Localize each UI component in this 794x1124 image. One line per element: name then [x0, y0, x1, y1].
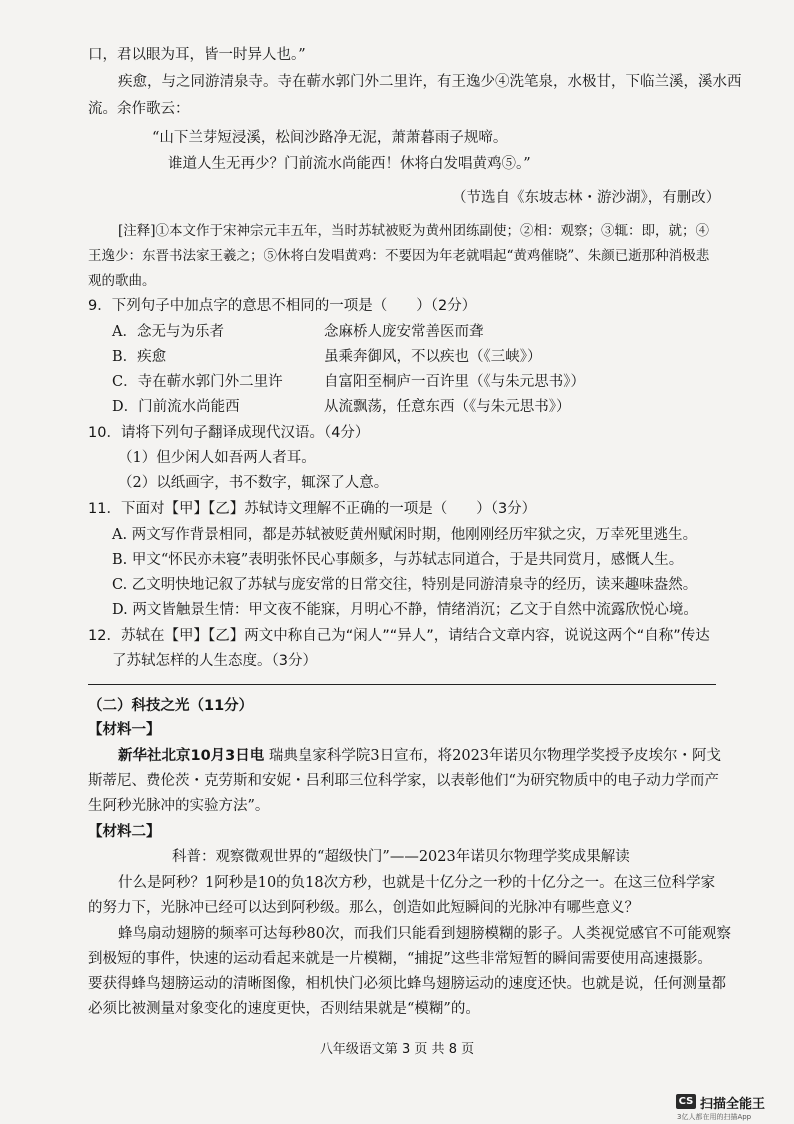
q11-option: C. 乙文明快地记叙了苏轼与庞安常的日常交往，特别是同游清泉寺的经历，读来趣味盎然。	[112, 577, 698, 593]
passage-line: 疾愈，与之同游清泉寺。寺在蕲水郭门外二里许，有王逸少④洗笔泉，水极甘，下临兰溪，溪水西	[118, 74, 742, 90]
news-dateline: 新华社北京10月3日电	[118, 748, 265, 764]
q10-sentence: （2）以纸画字，书不数字，辄深了人意。	[118, 475, 389, 491]
section-divider	[88, 684, 716, 685]
q11-option: A. 两文写作背景相同，都是苏轼被贬黄州赋闲时期，他刚刚经历牢狱之灾，万幸死里逃生。	[112, 527, 698, 543]
q9-option-label: D．门前流水尚能西	[112, 399, 240, 415]
material-2-title: 【材料二】	[88, 824, 161, 840]
poem-line: “山下兰芽短浸溪，松间沙路净无泥，萧萧暮雨子规啼。	[152, 130, 508, 146]
material-1-line: 生阿秒光脉冲的实验方法”。	[88, 798, 270, 814]
material-1-title: 【材料一】	[88, 722, 161, 738]
question-12-stem: 了苏轼怎样的人生态度。（3分）	[112, 653, 317, 669]
material-1-line: 斯蒂尼、费伦茨・克劳斯和安妮・吕利耶三位科学家，以表彰他们“为研究物质中的电子动力学而产	[88, 773, 719, 789]
q9-option-label: B．疾愈	[112, 349, 167, 365]
note-line: [注释]①本文作于宋神宗元丰五年，当时苏轼被贬为黄州团练副使；②相：观察；③辄：即，就；④	[118, 223, 710, 239]
section-title: （二）科技之光（11分）	[88, 698, 254, 714]
material-2-line: 必须比被测量对象变化的速度更快，否则结果就是“模糊”的。	[88, 1001, 480, 1017]
material-2-line: 蜂鸟扇动翅膀的频率可达每秒80次，而我们只能看到翅膀模糊的影子。人类视觉感官不可能观察	[118, 926, 731, 942]
q9-option-pair: 自富阳至桐庐一百许里（《与朱元思书》）	[324, 374, 585, 390]
passage-line: 流。余作歌云：	[88, 101, 190, 117]
material-2-line: 什么是阿秒？1阿秒是10的负18次方秒，也就是十亿分之一秒的十亿分之一。在这三位科学家	[118, 875, 716, 891]
camscanner-name: 扫描全能王	[700, 1097, 766, 1112]
question-12-stem: 12．苏轼在【甲】【乙】两文中称自己为“闲人”“异人”，请结合文章内容，说说这两个“自称”传达	[88, 628, 710, 644]
q11-option: B. 甲文“怀民亦未寝”表明张怀民心事颇多，与苏轼志同道合，于是共同赏月，感慨人生。	[112, 552, 684, 568]
q10-sentence: （1）但少闲人如吾两人者耳。	[118, 450, 316, 466]
material-1-line	[118, 746, 721, 766]
passage-source: （节选自《东坡志林・游沙湖》，有删改）	[452, 190, 721, 206]
q9-option-pair: 从流飘荡，任意东西（《与朱元思书》）	[324, 399, 571, 415]
material-2-line: 的努力下，光脉冲已经可以达到阿秒级。那么，创造如此短瞬间的光脉冲有哪些意义？	[88, 900, 639, 916]
q9-option-label: A．念无与为乐者	[112, 324, 224, 340]
poem-line: 谁道人生无再少？门前流水尚能西！休将白发唱黄鸡⑤。”	[168, 156, 531, 172]
camscanner-tagline: 3亿人都在用的扫描App	[677, 1113, 752, 1121]
note-line: 观的歌曲。	[88, 273, 156, 289]
q11-option: D. 两文皆触景生情：甲文夜不能寐，月明心不静，情绪消沉；乙文于自然中流露欣悦心境。	[112, 602, 698, 618]
news-text: 瑞典皇家科学院3日宣布，将2023年诺贝尔物理学奖授予皮埃尔・阿戈	[268, 748, 722, 764]
question-9-stem: 9．下列句子中加点字的意思不相同的一项是（ ）（2分）	[88, 298, 477, 314]
question-11-stem: 11．下面对【甲】【乙】苏轼诗文理解不正确的一项是（ ）（3分）	[88, 501, 537, 517]
material-2-line: 到极短的事件，快速的运动看起来就是一片模糊，“捕捉”这些非常短暂的瞬间需要使用高速摄影。	[88, 951, 712, 967]
q9-option-pair: 念麻桥人庞安常善医而聋	[324, 324, 484, 340]
note-line: 王逸少：东晋书法家王羲之；⑤休将白发唱黄鸡：不要因为年老就唱起“黄鸡催晓”、朱颜已逝那种消极悲	[88, 248, 710, 264]
question-10-stem: 10．请将下列句子翻译成现代汉语。（4分）	[88, 425, 370, 441]
passage-line: 口，君以眼为耳，皆一时异人也。”	[88, 47, 306, 63]
q9-option-pair: 虽乘奔御风，不以疾也（《三峡》）	[324, 349, 542, 365]
q9-option-label: C．寺在蕲水郭门外二里许	[112, 374, 283, 390]
material-2-heading: 科普：观察微观世界的“超级快门”——2023年诺贝尔物理学奖成果解读	[172, 849, 630, 865]
camscanner-logo: CS	[676, 1094, 696, 1109]
material-2-line: 要获得蜂鸟翅膀运动的清晰图像，相机快门必须比蜂鸟翅膀运动的速度还快。也就是说，任何测量都	[88, 976, 726, 992]
page-footer: 八年级语文第 3 页 共 8 页	[319, 1042, 475, 1057]
